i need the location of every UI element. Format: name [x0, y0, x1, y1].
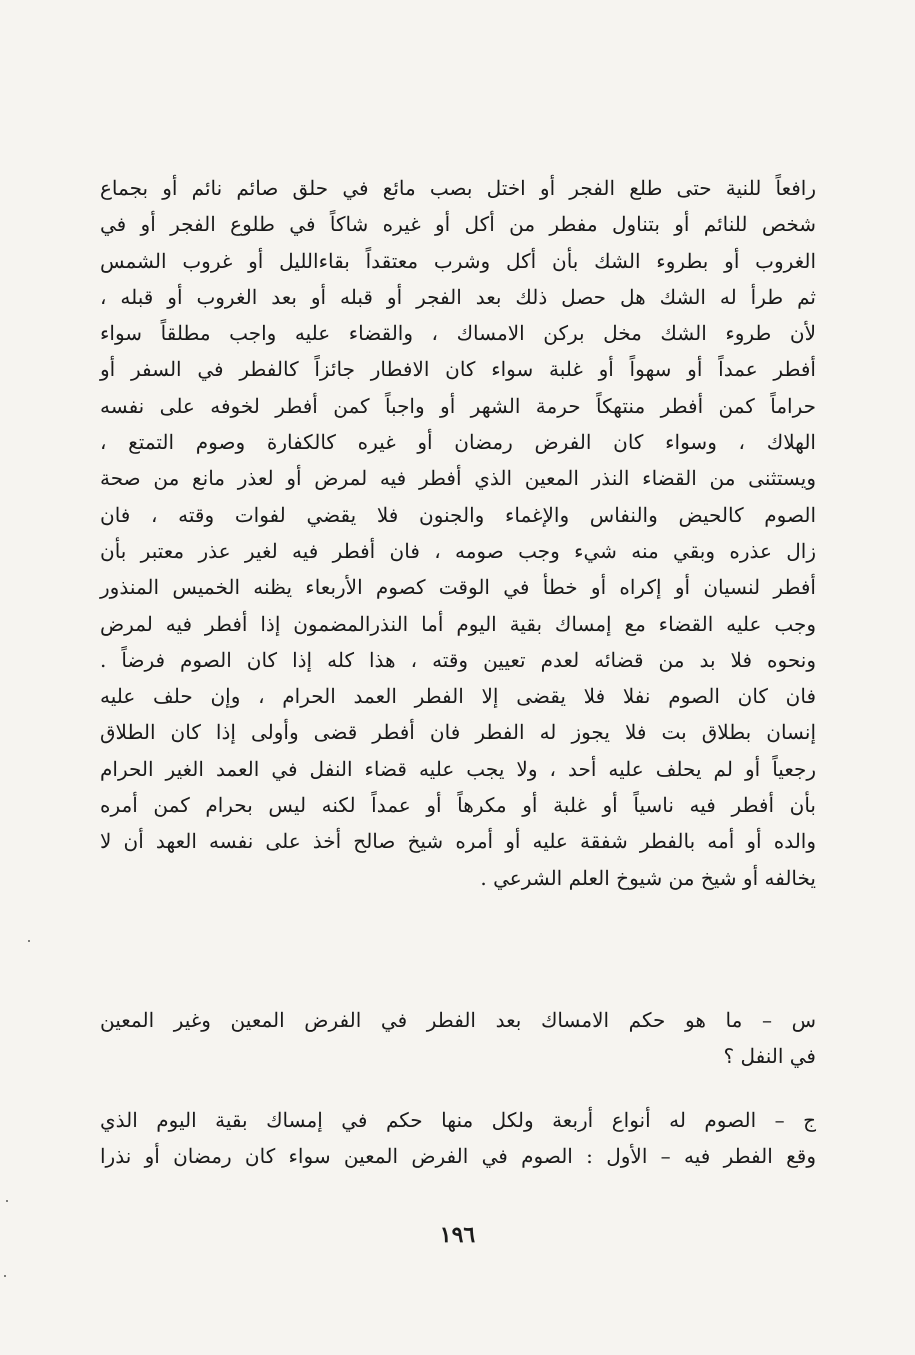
question-line: س – ما هو حكم الامساك بعد الفطر في الفرض المعين وغير المعين — [100, 1008, 816, 1032]
answer-line: ج – الصوم له أنواع أربعة ولكل منها حكم في إمساك بقية اليوم الذي — [100, 1108, 816, 1132]
text-line: الغروب أو بطروء الشك بأن أكل وشرب معتقداً بقاءالليل أو غروب الشمس — [100, 248, 816, 273]
question-line: في النفل ؟ — [723, 1044, 816, 1069]
page-number: ١٩٦ — [439, 1222, 476, 1248]
text-line: الصوم كالحيض والنفاس والإغماء والجنون فلا يقضي لفوات وقته ، فان — [100, 502, 816, 527]
text-line: بأن أفطر فيه ناسياً أو غلبة أو مكرهاً أو عمداً لكنه ليس بحرام كمن أمره — [100, 793, 816, 818]
text-line: رافعاً للنية حتى طلع الفجر أو اختل بصب مائع في حلق صائم نائم أو بجماع — [100, 176, 816, 200]
scan-speck — [4, 1275, 6, 1277]
text-line: زال عذره وبقي منه شيء وجب صومه ، فان أفطر فيه لغير عذر معتبر بأن — [100, 538, 816, 563]
scan-speck — [6, 1200, 8, 1202]
text-line: ويستثنى من القضاء النذر المعين الذي أفطر فيه لمرض أو لعذر مانع من صحة — [100, 466, 816, 491]
text-line: إنسان بطلاق بت فلا يجوز له الفطر فان أفطر قضى وأولى إذا كان الطلاق — [100, 720, 816, 745]
text-line: لأن طروء الشك مخل بركن الامساك ، والقضاء عليه واجب مطلقاً سواء — [100, 321, 816, 346]
text-line: رجعياً أو لم يحلف عليه أحد ، ولا يجب عليه قضاء النفل في العمد الغير الحرام — [100, 756, 816, 781]
body-paragraph — [100, 170, 816, 896]
text-line: حراماً كمن أفطر منتهكاً حرمة الشهر أو واجباً كمن أفطر لخوفه على نفسه — [100, 393, 816, 418]
text-line: وجب عليه القضاء مع إمساك بقية اليوم أما النذرالمضمون إذا أفطر فيه لمرض — [100, 611, 816, 636]
question-paragraph — [100, 1002, 816, 1075]
text-line: يخالفه أو شيخ من شيوخ العلم الشرعي . — [480, 865, 816, 890]
text-line: شخص للنائم أو بتناول مفطر من أكل أو غيره شاكاً في طلوع الفجر أو في — [100, 212, 816, 237]
text-line: ثم طرأ له الشك هل حصل ذلك بعد الفجر أو قبله أو بعد الغروب أو قبله ، — [100, 284, 816, 309]
text-line: ونحوه فلا بد من قضائه لعدم تعيين وقته ، هذا كله إذا كان الصوم فرضاً . — [100, 647, 816, 672]
scan-speck — [28, 940, 30, 942]
text-line: أفطر عمداً أو سهواً أو غلبة سواء كان الافطار جائزاً كالفطر في السفر أو — [100, 357, 816, 382]
text-line: أفطر لنسيان أو إكراه أو خطأ في الوقت كصوم الأربعاء يظنه الخميس المنذور — [100, 575, 816, 600]
answer-paragraph — [100, 1102, 816, 1175]
text-line: الهلاك ، وسواء كان الفرض رمضان أو غيره كالكفارة وصوم التمتع ، — [100, 430, 816, 455]
text-line: فان كان الصوم نفلا فلا يقضى إلا الفطر العمد الحرام ، وإن حلف عليه — [100, 684, 816, 709]
answer-line: وقع الفطر فيه – الأول : الصوم في الفرض المعين سواء كان رمضان أو نذرا — [100, 1144, 816, 1169]
text-line: والده أو أمه بالفطر شفقة عليه أو أمره شيخ صالح أخذ على نفسه العهد أن لا — [100, 829, 817, 854]
